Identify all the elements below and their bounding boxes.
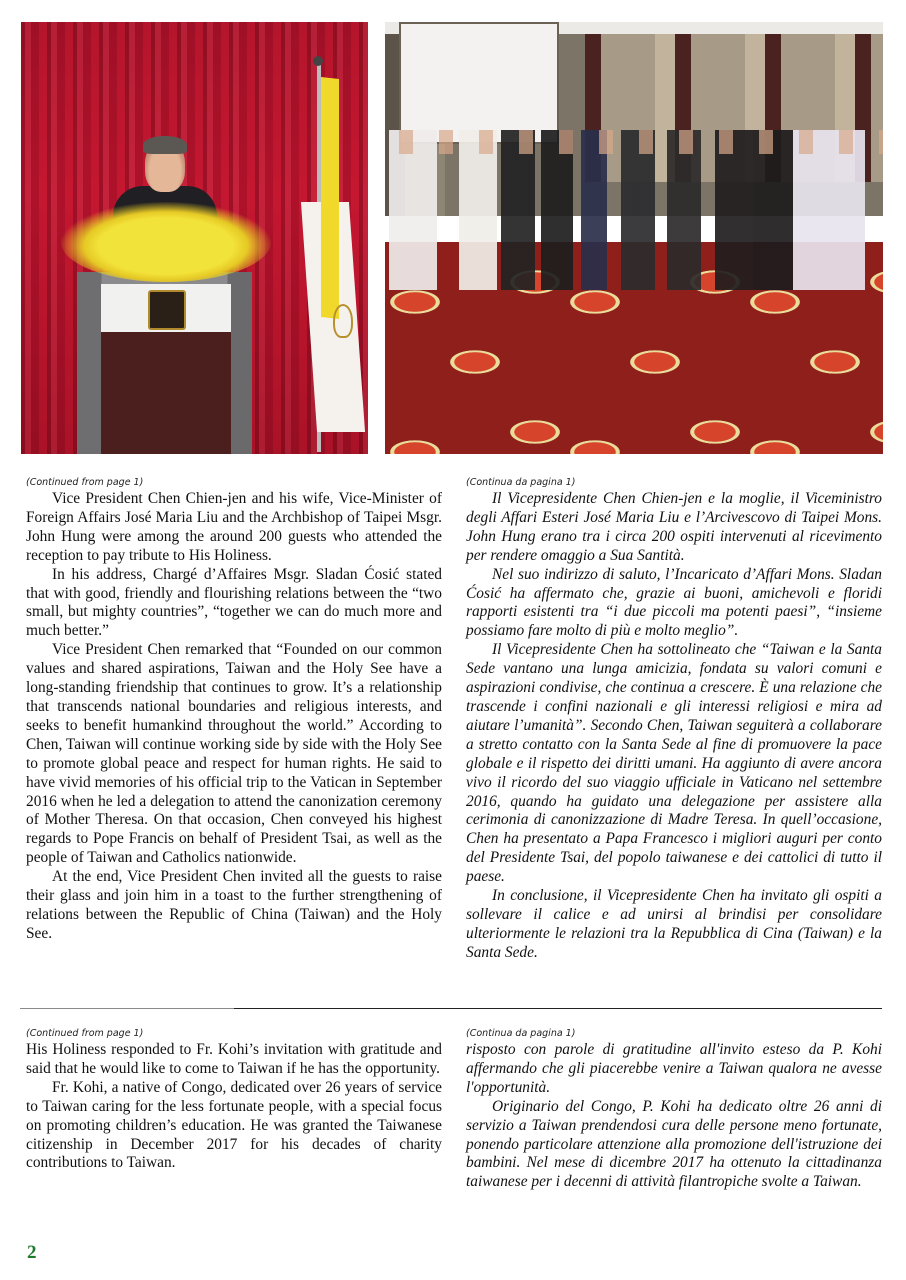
paragraph: Nel suo indirizzo di saluto, l’Incaricato d’Affari Mons. Sladan Ćosić ha affermato che, grazie ai buoni, amichevoli e floridi rapporti esistenti tra “i due piccoli ma potenti paesi”, “insieme possiamo fare molto di più e molto meglio”. xyxy=(466,565,882,640)
podium-front xyxy=(101,332,231,454)
paragraph: Originario del Congo, P. Kohi ha dedicato oltre 26 anni di servizio a Taiwan prendendosi cura delle persone meno fortunate, ponendo particolare attenzione alla promozione dell'istruzione dei bambini. Nel mese di dicembre 2017 ha ottenuto la cittadinanza taiwanese per i decenni di attività filantropiche svolte a Taiwan. xyxy=(466,1097,882,1191)
article-bottom-english xyxy=(26,1027,442,1173)
paragraph: His Holiness responded to Fr. Kohi’s invitation with gratitude and said that he would like to come to Taiwan if he has the opportunity. xyxy=(26,1041,442,1077)
article-top-italian xyxy=(466,476,882,963)
standing-guests xyxy=(385,130,883,290)
photo-reception-guests xyxy=(385,22,883,454)
paragraph: Vice President Chen remarked that “Founded on our common values and shared aspirations, Taiwan and the Holy See have a long-standing friendship that continues to grow. It’s a relationship that transcends national boundaries and religious interests, and seeks to benefit humankind throughout the world.” According to Chen, Taiwan will continue working side by side with the Holy See to promote global peace and respect for human rights. He said to have vivid memories of his official trip to the Vatican in September 2016 when he led a delegation to attend the canonization ceremony of Mother Theresa. On that occasion, Chen conveyed his highest regards to Pope Francis on behalf of President Tsai, as well as the people of Taiwan and Catholics nationwide. xyxy=(26,641,442,867)
paragraph: At the end, Vice President Chen invited all the guests to raise their glass and join him in a toast to the further strengthening of relations between the Republic of China (Taiwan) and the Holy See. xyxy=(26,868,442,942)
continued-label: (Continua da pagina 1) xyxy=(466,477,576,488)
paragraph: risposto con parole di gratitudine all'invito esteso da P. Kohi affermando che gli piacerebbe venire a Taiwan qualora ne avesse l'opportunità. xyxy=(466,1041,882,1096)
papal-keys-emblem xyxy=(333,304,353,338)
article-top-english xyxy=(26,476,442,944)
guest-heads xyxy=(385,130,883,154)
continued-label: (Continued from page 1) xyxy=(26,1028,144,1039)
paragraph: Il Vicepresidente Chen ha sottolineato che “Taiwan e la Santa Sede vantano una lunga amicizia, fondata su valori comuni e aspirazioni condivise, che continua a crescere. È una relazione che trascende i confini nazionali e gli interessi religiosi e mira ad aiutare l’umanità”. Secondo Chen, Taiwan seguiterà a collaborare a stretto contatto con la Santa Sede al fine di promuovere la pace globale e il rispetto dei diritti umani. Ha aggiunto di avere ancora vivo il ricordo del suo viaggio ufficiale in Vaticano nel settembre 2016, quando ha guidato una delegazione per assistere alla cerimonia di canonizzazione di Madre Teresa. In quell’occasione, Chen ha presentato a Papa Francesco i migliori auguri per conto del Presidente Tsai, del popolo taiwanese e dei cattolici di tutto il paese. xyxy=(466,641,882,886)
speaker-hair xyxy=(143,136,187,154)
page-number: 2 xyxy=(27,1242,37,1263)
section-divider-left xyxy=(20,1008,234,1009)
paragraph: Il Vicepresidente Chen Chien-jen e la moglie, il Viceministro degli Affari Esteri José Maria Liu e l’Arcivescovo di Taipei Mons. John Hung erano tra i circa 200 ospiti intervenuti al ricevimento per rendere omaggio a Sua Santità. xyxy=(466,490,882,564)
photo-vice-president-speech xyxy=(21,22,368,454)
continued-label: (Continued from page 1) xyxy=(26,477,144,488)
article-bottom-italian xyxy=(466,1027,882,1192)
paragraph: In his address, Chargé d’Affaires Msgr. Sladan Ćosić stated that with good, friendly and flourishing relations between the “two small, but mighty countries”, “together we can do much more and much better.” xyxy=(26,565,442,640)
holy-see-flag-yellow xyxy=(321,77,339,319)
yellow-flower-arrangement xyxy=(61,202,271,282)
podium-emblem xyxy=(148,290,186,330)
continued-label: (Continua da pagina 1) xyxy=(466,1028,576,1039)
section-divider xyxy=(234,1008,882,1009)
projection-screen xyxy=(399,22,559,144)
flag-pole-finial xyxy=(313,56,323,66)
paragraph: Vice President Chen Chien-jen and his wife, Vice-Minister of Foreign Affairs José Maria Liu and the Archbishop of Taipei Msgr. John Hung were among the around 200 guests who attended the reception to pay tribute to His Holiness. xyxy=(26,490,442,564)
paragraph: Fr. Kohi, a native of Congo, dedicated over 26 years of service to Taiwan caring for the less fortunate people, with a special focus on promoting children’s education. He was granted the Taiwanese citizenship in December 2017 for his decades of charity contributions to Taiwan. xyxy=(26,1078,442,1172)
paragraph: In conclusione, il Vicepresidente Chen ha invitato gli ospiti a sollevare il calice e ad unirsi al brindisi per consolidare ulteriormente le relazioni tra la Repubblica di Cina (Taiwan) e la Santa Sede. xyxy=(466,887,882,961)
